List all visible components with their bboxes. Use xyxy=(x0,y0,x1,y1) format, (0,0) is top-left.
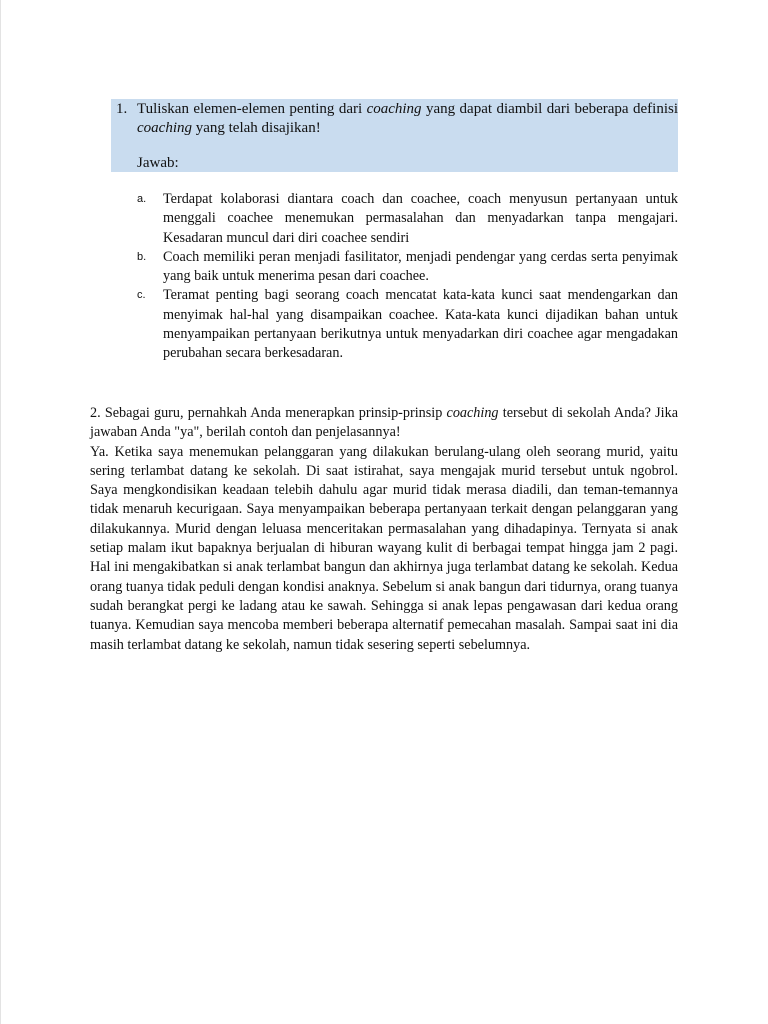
question-2-italic-term: coaching xyxy=(446,405,499,421)
list-marker: b. xyxy=(137,250,147,263)
question-1-number: 1. xyxy=(116,101,128,117)
question-2-text-part: tersebut di sekolah Anda? Jika jawaban Anda "ya", berilah contoh dan penjelasannya! xyxy=(90,405,678,441)
question-1-italic-term: coaching xyxy=(366,101,422,117)
question-1-text xyxy=(137,100,678,138)
answer-item-a xyxy=(137,190,678,248)
question-2-answer: Ya. Ketika saya menemukan pelanggaran yang dilakukan berulang-ulang oleh seorang murid, yaitu sering terlambat datang ke sekolah. Di saat istirahat, saya mengajak murid tersebut untuk ngobrol. Saya mengkondisikan keadaan telebih dahulu agar murid tidak merasa diadili, dan teman-temannya tidak menaruh kecurigaan. Saya menyampaikan beberapa pertanyaan terkait dengan pelanggaran yang dilakukannya. Murid dengan leluasa menceritakan permasalahan yang dihadapinya. Ternyata si anak setiap malam ikut bapaknya berjualan di hiburan wayang kulit di berbagai tempat hingga jam 2 pagi. Hal ini mengakibatkan si anak terlambat bangun dan akhirnya juga terlambat datang ke sekolah. Kedua orang tuanya tidak peduli dengan kondisi anaknya. Sebelum si anak bangun dari tidurnya, orang tuanya sudah berangkat pergi ke ladang atau ke sawah. Sehingga si anak lepas pengawasan dari kedua orang tuanya. Kemudian saya mencoba memberi beberapa alternatif pemecahan masalah. Sampai saat ini dia masih terlambat datang ke sekolah, namun tidak sesering seperti sebelumnya. xyxy=(90,443,678,653)
list-marker: a. xyxy=(137,193,147,205)
answer-text: Terdapat kolaborasi diantara coach dan coachee, coach menyusun pertanyaan untuk menggali coachee menemukan permasalahan dan menyadarkan tanpa mengajari. Kesadaran muncul dari diri coachee sendiri xyxy=(163,191,678,246)
question-2-text xyxy=(90,404,678,443)
answer-text: Coach memiliki peran menjadi fasilitator, menjadi pendengar yang cerdas serta penyimak yang baik untuk menerima pesan dari coachee. xyxy=(163,248,678,285)
answer-text: Teramat penting bagi seorang coach mencatat kata-kata kunci saat mendengarkan dan menyimak hal-hal yang disampaikan coachee. Kata-kata kunci dijadikan bahan untuk menyampaikan pertanyaan berikutnya untuk menyadarkan diri coachee agar mengadakan perubahan secara berkesadaran. xyxy=(163,287,678,362)
page-edge-line xyxy=(0,0,1,1024)
answer-item-b xyxy=(137,248,678,287)
answer-list xyxy=(137,190,678,364)
question-2-section xyxy=(90,404,678,655)
answer-item-c xyxy=(137,286,678,363)
question-1-text-part: yang telah disajikan! xyxy=(191,120,321,136)
question-1-text-part: yang dapat diambil dari beberapa definisi xyxy=(421,101,678,117)
question-1-text-part: Tuliskan elemen-elemen penting dari xyxy=(137,101,367,117)
list-marker: c. xyxy=(137,289,146,302)
question-2-text-part: 2. Sebagai guru, pernahkah Anda menerapkan prinsip-prinsip xyxy=(90,405,447,421)
answer-label: Jawab: xyxy=(137,155,179,171)
question-1-italic-term: coaching xyxy=(137,120,192,136)
